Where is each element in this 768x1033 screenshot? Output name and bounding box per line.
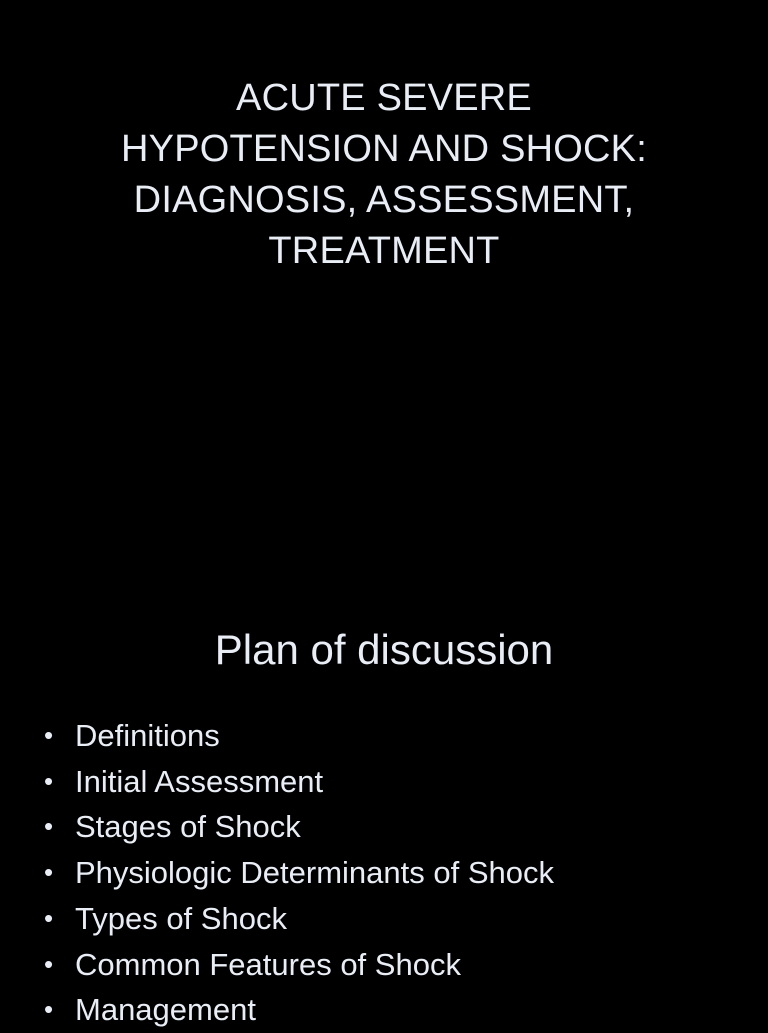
slide-title-line: ACUTE SEVERE <box>236 77 532 119</box>
agenda-item-label: Management <box>75 992 256 1028</box>
bullet-icon: • <box>44 811 54 842</box>
bullet-icon: • <box>44 948 54 979</box>
agenda-slide <box>0 600 768 1028</box>
agenda-item-label: Physiologic Determinants of Shock <box>75 855 555 891</box>
agenda-item <box>44 759 554 805</box>
agenda-heading: Plan of discussion <box>214 626 554 673</box>
agenda-item <box>44 713 554 759</box>
agenda-item <box>44 942 554 988</box>
agenda-item <box>44 850 554 896</box>
bullet-icon: • <box>44 765 54 796</box>
agenda-item-label: Common Features of Shock <box>75 946 461 982</box>
slide-title <box>40 73 728 277</box>
bullet-icon: • <box>44 994 54 1025</box>
agenda-item-label: Types of Shock <box>75 900 287 936</box>
bullet-icon: • <box>44 720 54 750</box>
agenda-item-label: Definitions <box>75 718 220 753</box>
bullet-icon: • <box>44 902 54 933</box>
slide-title-line: DIAGNOSIS, ASSESSMENT, <box>133 179 635 221</box>
agenda-item-label: Initial Assessment <box>75 763 324 799</box>
bullet-icon: • <box>44 857 54 888</box>
agenda-item <box>44 804 554 850</box>
agenda-list <box>44 713 554 1033</box>
agenda-item <box>44 896 554 942</box>
slide-title-line: TREATMENT <box>268 230 500 272</box>
agenda-item-label: Stages of Shock <box>75 809 301 845</box>
slide-title-line: HYPOTENSION AND SHOCK: <box>121 128 647 170</box>
agenda-item <box>44 987 554 1033</box>
